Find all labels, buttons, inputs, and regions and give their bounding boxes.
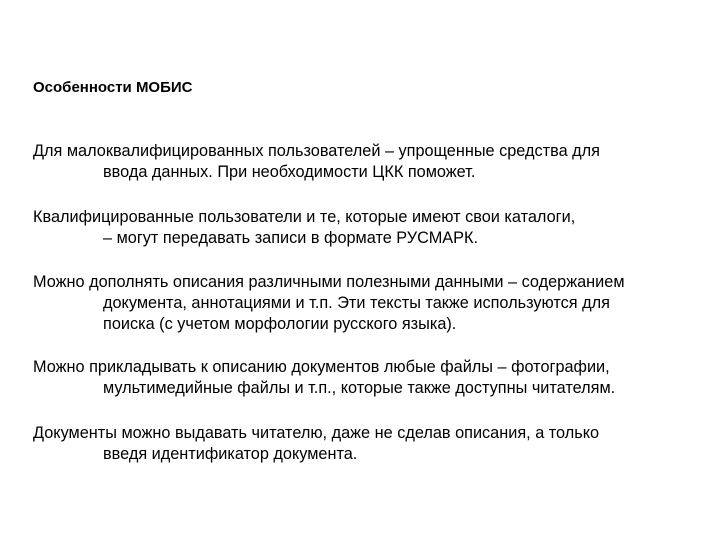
- paragraph-continuation-line: – могут передавать записи в формате РУСМАРК.: [103, 229, 479, 247]
- paragraph-line: Документы можно выдавать читателю, даже не сделав описания, а только: [33, 424, 600, 442]
- slide-title: Особенности МОБИС: [33, 79, 193, 96]
- paragraph-continuation-line: введя идентификатор документа.: [103, 445, 358, 463]
- paragraph-continuation-line: ввода данных. При необходимости ЦКК поможет.: [103, 163, 476, 181]
- paragraph-line: Можно прикладывать к описанию документов любые файлы – фотографии,: [33, 358, 610, 376]
- paragraph-line: Можно дополнять описания различными полезными данными – содержанием: [33, 273, 625, 291]
- paragraph-line: Для малоквалифицированных пользователей – упрощенные средства для: [33, 142, 600, 160]
- paragraph-extra-data: [33, 272, 693, 335]
- paragraph-qualified-users: [33, 207, 693, 249]
- paragraph-line: Квалифицированные пользователи и те, которые имеют свои каталоги,: [33, 208, 576, 226]
- paragraph-continuation-line: документа, аннотациями и т.п. Эти тексты также используются для: [103, 294, 610, 312]
- paragraph-issue-documents: [33, 423, 693, 465]
- paragraph-continuation-line: поиска (с учетом морфологии русского языка).: [103, 315, 457, 333]
- paragraph-unqualified-users: [33, 141, 693, 183]
- paragraph-attach-files: [33, 357, 693, 399]
- paragraph-continuation-line: мультимедийные файлы и т.п., которые также доступны читателям.: [103, 379, 616, 397]
